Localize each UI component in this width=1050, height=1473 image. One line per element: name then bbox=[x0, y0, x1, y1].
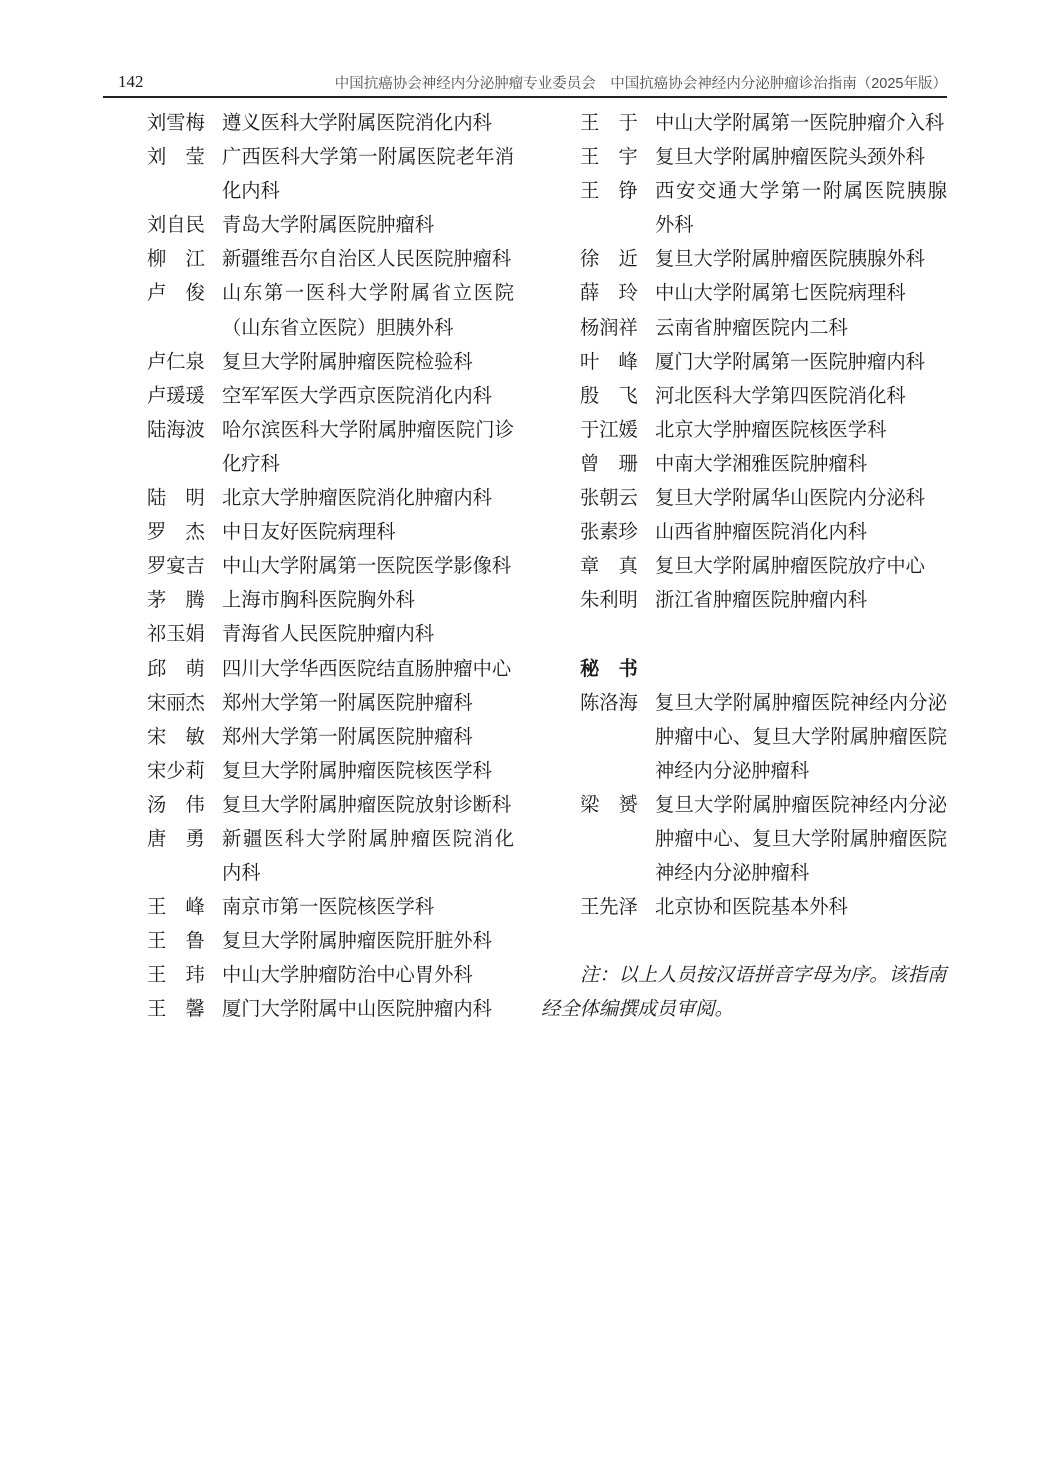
member-affiliation bbox=[655, 175, 947, 243]
affiliation-line: 神经内分泌肿瘤科 bbox=[655, 863, 810, 885]
member-name: 徐 近 bbox=[580, 249, 638, 271]
member-list-left-column bbox=[147, 107, 519, 1028]
affiliation-line: 内科 bbox=[222, 863, 261, 885]
member-name: 梁 赟 bbox=[580, 794, 638, 816]
affiliation-line: 新疆医科大学附属肿瘤医院消化 bbox=[222, 828, 514, 850]
affiliation-line: 北京协和医院基本外科 bbox=[655, 897, 848, 919]
member-name: 王 铮 bbox=[580, 181, 638, 203]
member-name: 汤 伟 bbox=[147, 794, 205, 816]
member-entry bbox=[147, 687, 519, 721]
member-name: 王 玮 bbox=[147, 965, 205, 987]
member-name: 王 馨 bbox=[147, 999, 205, 1021]
member-name: 罗宴吉 bbox=[147, 556, 205, 578]
member-affiliation bbox=[655, 789, 947, 891]
member-entry bbox=[147, 584, 519, 618]
affiliation-line: 复旦大学附属华山医院内分泌科 bbox=[655, 488, 925, 510]
member-affiliation bbox=[655, 380, 947, 414]
member-entry bbox=[580, 516, 952, 550]
affiliation-line: 遵义医科大学附属医院消化内科 bbox=[222, 113, 492, 134]
affiliation-line: 广西医科大学第一附属医院老年消 bbox=[222, 147, 514, 169]
member-affiliation bbox=[222, 414, 514, 482]
member-name: 王 于 bbox=[580, 113, 638, 134]
affiliation-line: 厦门大学附属中山医院肿瘤内科 bbox=[222, 999, 492, 1021]
member-name: 张素珍 bbox=[580, 522, 638, 544]
affiliation-line: 复旦大学附属肿瘤医院检验科 bbox=[222, 351, 473, 373]
footnote-line: 注：以上人员按汉语拼音字母为序。该指南 bbox=[580, 965, 947, 986]
affiliation-line: 哈尔滨医科大学附属肿瘤医院门诊 bbox=[222, 419, 514, 441]
footnote-line: 经全体编撰成员审阅。 bbox=[541, 999, 734, 1021]
member-name: 章 真 bbox=[580, 556, 638, 578]
affiliation-line: 浙江省肿瘤医院肿瘤内科 bbox=[655, 590, 868, 612]
member-affiliation bbox=[222, 346, 514, 380]
member-affiliation bbox=[222, 516, 514, 550]
member-affiliation bbox=[222, 789, 514, 823]
member-affiliation bbox=[222, 209, 514, 243]
member-affiliation bbox=[655, 414, 947, 448]
affiliation-line: 青海省人民医院肿瘤内科 bbox=[222, 624, 435, 646]
member-entry bbox=[147, 959, 519, 993]
member-entry bbox=[147, 618, 519, 652]
member-name: 宋少莉 bbox=[147, 760, 205, 782]
affiliation-line: 空军军医大学西京医院消化内科 bbox=[222, 385, 492, 407]
member-affiliation bbox=[222, 721, 514, 755]
member-entry bbox=[580, 550, 952, 584]
member-affiliation bbox=[655, 482, 947, 516]
running-title: 中国抗癌协会神经内分泌肿瘤专业委员会 中国抗癌协会神经内分泌肿瘤诊治指南（2025年版） bbox=[334, 76, 947, 92]
affiliation-line: 山东第一医科大学附属省立医院 bbox=[222, 283, 514, 305]
member-name: 刘雪梅 bbox=[147, 113, 205, 134]
affiliation-line: 复旦大学附属肿瘤医院神经内分泌 bbox=[655, 692, 947, 714]
affiliation-line: 复旦大学附属肿瘤医院胰腺外科 bbox=[655, 249, 925, 271]
member-name: 殷 飞 bbox=[580, 385, 638, 407]
member-entry bbox=[580, 346, 952, 380]
affiliation-line: 中山大学附属第一医院肿瘤介入科 bbox=[655, 113, 945, 134]
affiliation-line: 中山大学附属第一医院医学影像科 bbox=[222, 556, 512, 578]
member-entry bbox=[580, 789, 952, 891]
member-affiliation bbox=[655, 346, 947, 380]
member-name: 王先泽 bbox=[580, 897, 638, 919]
affiliation-line: 中山大学肿瘤防治中心胃外科 bbox=[222, 965, 473, 987]
affiliation-line: 青岛大学附属医院肿瘤科 bbox=[222, 215, 435, 237]
affiliation-line: 新疆维吾尔自治区人民医院肿瘤科 bbox=[222, 249, 512, 271]
member-affiliation bbox=[655, 550, 947, 584]
member-name: 王 峰 bbox=[147, 897, 205, 919]
affiliation-line: 肿瘤中心、复旦大学附属肿瘤医院 bbox=[655, 726, 947, 748]
member-name: 卢仁泉 bbox=[147, 351, 205, 373]
member-affiliation bbox=[655, 891, 947, 925]
member-affiliation bbox=[222, 584, 514, 618]
member-entry bbox=[147, 107, 519, 141]
affiliation-line: （山东省立医院）胆胰外科 bbox=[222, 317, 454, 339]
affiliation-line: 化疗科 bbox=[222, 453, 280, 475]
footnote bbox=[541, 959, 953, 1027]
member-name: 于江媛 bbox=[580, 419, 638, 441]
member-name: 唐 勇 bbox=[147, 828, 205, 850]
member-entry bbox=[147, 346, 519, 380]
affiliation-line: 上海市胸科医院胸外科 bbox=[222, 590, 415, 612]
member-name: 王 宇 bbox=[580, 147, 638, 169]
member-entry bbox=[147, 414, 519, 482]
member-entry bbox=[580, 687, 952, 789]
affiliation-line: 四川大学华西医院结直肠肿瘤中心 bbox=[222, 658, 512, 680]
affiliation-line: 外科 bbox=[655, 215, 694, 237]
affiliation-line: 复旦大学附属肿瘤医院放疗中心 bbox=[655, 556, 925, 578]
member-entry bbox=[147, 653, 519, 687]
member-affiliation bbox=[222, 959, 514, 993]
member-list-right-column bbox=[580, 107, 952, 925]
member-affiliation bbox=[655, 448, 947, 482]
member-affiliation bbox=[655, 107, 947, 141]
member-affiliation bbox=[655, 516, 947, 550]
member-affiliation bbox=[222, 687, 514, 721]
member-name: 张朝云 bbox=[580, 488, 638, 510]
affiliation-line: 复旦大学附属肿瘤医院头颈外科 bbox=[655, 147, 925, 169]
member-affiliation bbox=[222, 141, 514, 209]
affiliation-line: 复旦大学附属肿瘤医院核医学科 bbox=[222, 760, 492, 782]
member-affiliation bbox=[655, 277, 947, 311]
member-name: 王 鲁 bbox=[147, 931, 205, 953]
affiliation-line: 复旦大学附属肿瘤医院放射诊断科 bbox=[222, 794, 512, 816]
member-entry bbox=[580, 107, 952, 141]
member-name: 祁玉娟 bbox=[147, 624, 205, 646]
member-entry bbox=[147, 925, 519, 959]
affiliation-line: 北京大学肿瘤医院消化肿瘤内科 bbox=[222, 488, 492, 510]
affiliation-line: 复旦大学附属肿瘤医院肝脏外科 bbox=[222, 931, 492, 953]
member-entry bbox=[147, 277, 519, 345]
member-name: 宋 敏 bbox=[147, 726, 205, 748]
page-number: 142 bbox=[118, 72, 144, 91]
member-name: 杨润祥 bbox=[580, 317, 638, 339]
member-affiliation bbox=[222, 891, 514, 925]
member-entry bbox=[147, 789, 519, 823]
member-name: 柳 江 bbox=[147, 249, 205, 271]
member-affiliation bbox=[222, 482, 514, 516]
member-name: 朱利明 bbox=[580, 590, 638, 612]
affiliation-line: 复旦大学附属肿瘤医院神经内分泌 bbox=[655, 794, 947, 816]
member-entry bbox=[580, 380, 952, 414]
member-name: 宋丽杰 bbox=[147, 692, 205, 714]
affiliation-line: 河北医科大学第四医院消化科 bbox=[655, 385, 906, 407]
member-entry bbox=[147, 380, 519, 414]
member-affiliation bbox=[655, 312, 947, 346]
member-entry bbox=[580, 584, 952, 618]
member-name: 卢 俊 bbox=[147, 283, 205, 305]
affiliation-line: 郑州大学第一附属医院肿瘤科 bbox=[222, 692, 473, 714]
member-name: 罗 杰 bbox=[147, 522, 205, 544]
affiliation-line: 中山大学附属第七医院病理科 bbox=[655, 283, 906, 305]
affiliation-line: 山西省肿瘤医院消化内科 bbox=[655, 522, 868, 544]
member-entry bbox=[147, 993, 519, 1027]
member-name: 邱 萌 bbox=[147, 658, 205, 680]
affiliation-line: 化内科 bbox=[222, 181, 280, 203]
member-entry bbox=[147, 243, 519, 277]
member-entry bbox=[580, 448, 952, 482]
member-entry bbox=[147, 550, 519, 584]
member-affiliation bbox=[222, 550, 514, 584]
member-entry bbox=[580, 482, 952, 516]
member-entry bbox=[580, 277, 952, 311]
affiliation-line: 肿瘤中心、复旦大学附属肿瘤医院 bbox=[655, 828, 947, 850]
member-name: 陆海波 bbox=[147, 419, 205, 441]
member-entry bbox=[147, 482, 519, 516]
member-entry bbox=[580, 414, 952, 448]
member-name: 薛 玲 bbox=[580, 283, 638, 305]
affiliation-line: 中日友好医院病理科 bbox=[222, 522, 396, 544]
member-name: 卢瑗瑗 bbox=[147, 385, 205, 407]
affiliation-line: 南京市第一医院核医学科 bbox=[222, 897, 435, 919]
secretary-heading: 秘 书 bbox=[580, 658, 638, 680]
member-entry bbox=[580, 175, 952, 243]
member-affiliation bbox=[655, 687, 947, 789]
member-affiliation bbox=[222, 993, 514, 1027]
affiliation-line: 厦门大学附属第一医院肿瘤内科 bbox=[655, 351, 925, 373]
member-entry bbox=[147, 516, 519, 550]
blank-line bbox=[580, 618, 952, 652]
member-entry bbox=[147, 209, 519, 243]
member-affiliation bbox=[222, 755, 514, 789]
affiliation-line: 郑州大学第一附属医院肿瘤科 bbox=[222, 726, 473, 748]
member-affiliation bbox=[222, 243, 514, 277]
member-affiliation bbox=[222, 823, 514, 891]
member-name: 刘自民 bbox=[147, 215, 205, 237]
member-affiliation bbox=[222, 107, 514, 141]
member-affiliation bbox=[655, 584, 947, 618]
member-affiliation bbox=[655, 141, 947, 175]
member-affiliation bbox=[222, 380, 514, 414]
affiliation-line: 北京大学肿瘤医院核医学科 bbox=[655, 419, 887, 441]
member-affiliation bbox=[222, 925, 514, 959]
member-name: 陆 明 bbox=[147, 488, 205, 510]
member-affiliation bbox=[222, 618, 514, 652]
affiliation-line: 中南大学湘雅医院肿瘤科 bbox=[655, 453, 868, 475]
member-name: 陈洛海 bbox=[580, 692, 638, 714]
affiliation-line: 西安交通大学第一附属医院胰腺 bbox=[655, 181, 947, 203]
member-entry bbox=[147, 823, 519, 891]
member-entry bbox=[580, 243, 952, 277]
member-affiliation bbox=[655, 243, 947, 277]
member-affiliation bbox=[222, 653, 514, 687]
member-name: 茅 腾 bbox=[147, 590, 205, 612]
member-entry bbox=[147, 891, 519, 925]
member-entry bbox=[147, 755, 519, 789]
member-name: 叶 峰 bbox=[580, 351, 638, 373]
member-entry bbox=[580, 141, 952, 175]
member-entry bbox=[147, 141, 519, 209]
member-entry bbox=[580, 312, 952, 346]
affiliation-line: 神经内分泌肿瘤科 bbox=[655, 760, 810, 782]
member-entry bbox=[147, 721, 519, 755]
member-name: 曾 珊 bbox=[580, 453, 638, 475]
member-affiliation bbox=[222, 277, 514, 345]
member-entry bbox=[580, 891, 952, 925]
member-name: 刘 莹 bbox=[147, 147, 205, 169]
header-rule bbox=[103, 96, 947, 98]
affiliation-line: 云南省肿瘤医院内二科 bbox=[655, 317, 848, 339]
